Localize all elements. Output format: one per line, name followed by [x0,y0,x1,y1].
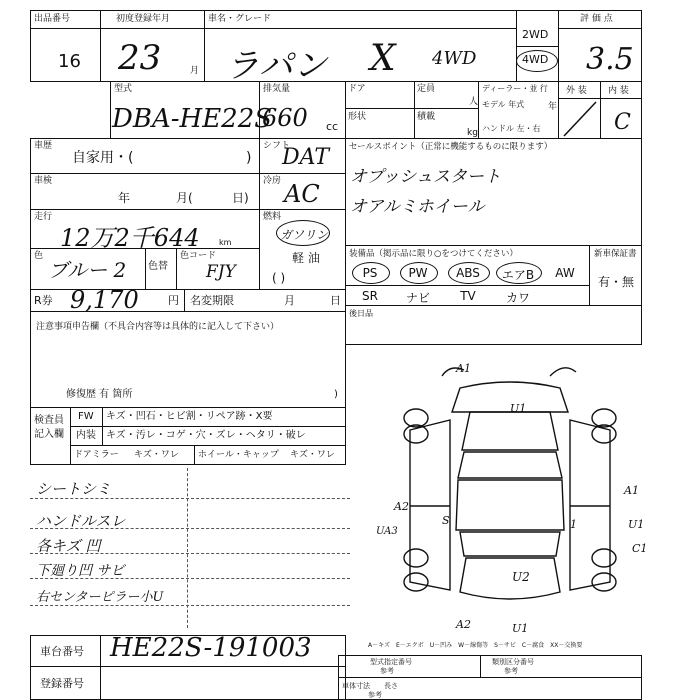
mileage-label: 走行 [34,212,53,222]
sales-line-2: オアルミホイール [350,197,485,217]
size-label: 車体寸法 [342,682,370,690]
mark-left-a2: A2 [394,500,409,513]
equip-pw-circle [400,262,438,284]
history-box [30,138,260,174]
km-unit: km [219,238,232,247]
mark-rear-a2: A2 [456,618,471,631]
load-unit: kg [467,128,478,138]
note-line-4: 下廻り凹 サビ [36,563,125,579]
note-line-1: シートシミ [36,480,112,498]
mark-right-a1: A1 [624,484,639,497]
equip-navi: ナビ [405,291,430,305]
size-ref: 参考 [368,691,382,699]
fw-label: FW [78,411,94,422]
fuel-paren: ( ) [272,271,286,285]
name-change-month: 月 [284,294,295,307]
month-unit: 月 [190,66,200,76]
chassis-number: HE22S-191003 [110,633,312,663]
name-change-label: 名変期限 [190,294,234,307]
inspection-day: 日) [232,191,249,205]
history-value: 自家用・( [72,150,134,166]
car-hood [462,412,558,450]
equip-tv: TV [460,289,476,303]
inspection-label: 車検 [34,176,53,186]
new-warranty-value: 有・無 [598,275,635,289]
handle-label: ハンドル 左・右 [482,124,541,133]
mark-right-u1: U1 [628,518,645,531]
fuel-value: ガソリン [280,228,329,242]
interior-inspect-label: 内装 [76,430,96,441]
mark-left-s: S [442,514,450,527]
damage-legend: A－キズ E－エクボ U－凹み W－線傷等 S－サビ C－腐食 XX－交換要 [368,642,583,649]
equip-abs: ABS [456,266,480,280]
note-line-2: ハンドルスレ [36,512,126,530]
equip-ps-circle [352,262,390,284]
drive-2wd: 2WD [522,28,549,41]
note-line-5: 右センターピラー小U [36,590,164,605]
recycle-label: R券 [34,294,53,307]
after-market-box [345,305,642,345]
shape-label: 形状 [348,112,367,122]
drive-4wd-circle [516,50,558,72]
ac-label: 冷房 [263,176,282,186]
door-mirror-label: ドアミラー [74,450,119,460]
mark-rear-u2: U2 [512,570,530,584]
fuel-alt: 軽 油 [292,251,320,265]
door-label: ドア [348,84,366,94]
inspection-year: 年 [118,191,131,205]
wheel-cap-items: キズ・ワレ [290,450,335,460]
fuel-circle [276,220,330,246]
chassis-label: 車台番号 [40,645,84,658]
equip-airbag-circle [496,262,542,284]
color-code-label: 色コード [180,251,217,261]
equip-aw: AW [555,266,575,280]
interior-value: C [614,110,631,135]
inspector-label-1: 検査員 [34,415,64,426]
cert-class-label: 類別区分番号 [492,658,534,666]
cert-model-label: 型式指定番号 [370,658,412,666]
car-right-side [570,420,610,590]
color-label: 色 [34,251,44,261]
recycle-unit: 円 [168,294,179,307]
car-name-label: 車名・グレード [208,14,272,24]
inspector-label-2: 記入欄 [34,429,64,440]
equipment-label: 装備品（掲示品に限り○をつけてください） [349,249,518,259]
registration-label: 登録番号 [40,677,84,690]
history-close: ) [246,150,252,166]
note-line-3: 各キズ 凹 [36,537,101,555]
fuel-label: 燃料 [263,212,282,222]
door-mirror-items: キズ・ワレ [134,450,179,460]
mark-hood-u1: U1 [510,402,527,415]
model-year-label: モデル 年式 [482,100,525,109]
score-value: 3.5 [586,42,634,77]
shift-value: DAT [282,145,329,170]
grade-note: 4WD [432,48,477,69]
mileage-value: 12万2千644 [60,224,200,252]
equip-leather: カワ [505,291,530,305]
drive-4wd: 4WD [522,53,549,66]
car-windshield [458,452,562,478]
inspection-month: 月( [176,191,193,205]
capacity-label: 定員 [417,84,436,94]
interior-items: キズ・汚レ・コゲ・穴・ズレ・ヘタリ・破レ [106,430,306,441]
model-label: 型式 [114,84,133,94]
paint-label: 色替 [148,261,168,272]
new-warranty-label: 新車保証書 [594,249,637,259]
color-value: ブルー 2 [48,258,127,282]
load-label: 積載 [417,112,436,122]
equip-sr: SR [362,289,378,303]
car-left-side [410,420,450,590]
score-label: 評 価 点 [580,14,613,24]
equip-abs-circle [448,262,490,284]
cert-model-ref: 参考 [380,667,394,675]
interior-label: 内 装 [608,86,629,96]
car-roof [456,480,564,530]
displacement-label: 排気量 [263,84,291,94]
first-reg-label: 初度登録年月 [116,14,171,24]
color-code-value: FJY [206,262,236,282]
grade-value: X [370,38,396,79]
car-rear-window [460,532,560,556]
displacement-value: 660 [262,104,308,132]
inspection-box [30,173,260,210]
sales-line-1: オプッシュスタート [350,167,501,187]
notes-label: 注意事項申告欄（不具合内容等は具体的に記入して下さい） [36,322,280,332]
cc-unit: cc [326,120,339,133]
sales-label: セールスポイント（正常に機能するものに限ります） [349,142,553,152]
shift-label: シフト [263,141,291,151]
mark-right-c1: C1 [632,542,648,555]
cert-class-ref: 参考 [504,667,518,675]
equip-pw: PW [408,266,428,280]
year-unit: 年 [548,102,558,112]
mark-right-1: 1 [570,518,577,531]
after-market-label: 後日品 [349,309,373,318]
repair-close: ) [334,389,338,400]
mark-rear-u1: U1 [512,622,529,635]
lot-label: 出品番号 [34,14,71,24]
exterior-slash [560,100,600,138]
repair-history-label: 修復歴 有 箇所 [66,389,133,400]
history-label: 車歴 [34,141,53,151]
name-change-day: 日 [330,294,341,307]
wheel-cap-label: ホイール・キャップ [198,450,279,460]
equip-ps: PS [362,266,378,280]
size-length: 長さ [384,682,398,690]
car-name-value: ラパン [225,46,327,86]
equip-airbag: エアB [501,268,535,282]
mark-left-ua3: UA3 [376,526,398,537]
first-reg-year: 23 [118,38,162,78]
recycle-value: 9,170 [70,286,139,314]
dealer-label: ディーラー・並 行 [482,84,548,93]
fw-items: キズ・凹石・ヒビ割・リペア跡・X要 [106,411,273,422]
model-value: DBA-HE22S [112,104,273,134]
exterior-label: 外 装 [566,86,587,96]
car-rear [460,558,560,599]
capacity-unit: 人 [469,97,479,107]
lot-number: 16 [58,51,81,72]
mark-front-a1: A1 [456,362,471,375]
ac-value: AC [284,180,320,208]
